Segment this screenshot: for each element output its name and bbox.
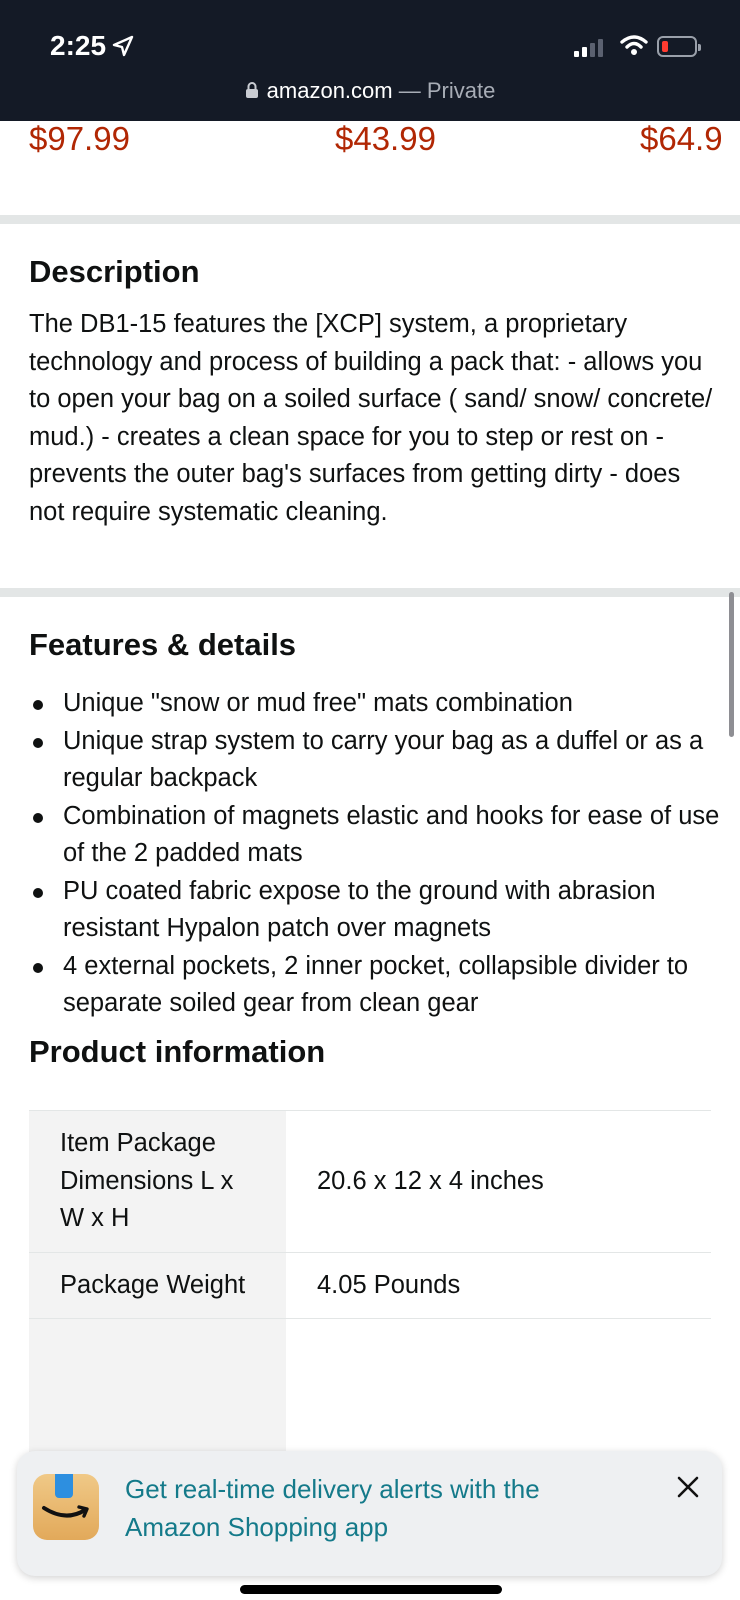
feature-item: Unique "snow or mud free" mats combination	[29, 685, 729, 723]
location-arrow-icon	[112, 35, 134, 57]
description-heading: Description	[29, 254, 200, 289]
url-separator: —	[392, 78, 427, 103]
row-value: 4.05 Pounds	[286, 1252, 711, 1319]
row-label: Item Package Dimensions L x W x H	[29, 1111, 286, 1253]
price-1[interactable]: $97.99	[29, 120, 130, 157]
section-divider	[0, 215, 740, 224]
lock-icon	[245, 81, 259, 99]
row-value: 20.6 x 12 x 4 inches	[286, 1111, 711, 1253]
row-label: Package Weight	[29, 1252, 286, 1319]
url-domain: amazon.com	[266, 78, 393, 103]
amazon-shopping-app-icon	[33, 1474, 99, 1540]
close-icon[interactable]	[677, 1476, 699, 1498]
browser-top-bar	[0, 0, 740, 121]
table-row	[29, 1252, 711, 1319]
features-heading: Features & details	[29, 627, 297, 662]
private-mode-label: Private	[426, 78, 496, 103]
description-text: The DB1-15 features the [XCP] system, a proprietary technology and process of building a pack that: - allows you to open your bag on a soiled surface ( sand/ snow/ concrete/ mud.) - creates a clean space for you to step or rest on - prevents the outer bag's surfaces from getting dirty - does not require systematic cleaning.	[29, 310, 713, 526]
price-3[interactable]: $64.9	[640, 120, 723, 157]
feature-item: Unique strap system to carry your bag as a duffel or as a regular backpack	[29, 723, 729, 798]
features-list	[29, 685, 729, 1023]
wifi-icon	[620, 34, 648, 56]
feature-item: 4 external pockets, 2 inner pocket, collapsible divider to separate soiled gear from clean gear	[29, 948, 729, 1023]
product-info-heading: Product information	[29, 1034, 326, 1069]
table-row	[29, 1111, 711, 1253]
section-divider	[0, 588, 740, 597]
app-download-banner[interactable]	[17, 1451, 722, 1576]
status-time: 2:25	[50, 30, 134, 62]
feature-item: Combination of magnets elastic and hooks for ease of use of the 2 padded mats	[29, 798, 729, 873]
home-indicator[interactable]	[240, 1585, 502, 1594]
price-2[interactable]: $43.99	[335, 120, 436, 157]
battery-low-icon	[657, 36, 697, 57]
feature-item: PU coated fabric expose to the ground with abrasion resistant Hypalon patch over magnets	[29, 873, 729, 948]
scrollbar[interactable]	[729, 592, 734, 737]
cellular-signal-icon	[574, 37, 603, 57]
banner-message[interactable]: Get real-time delivery alerts with the Amazon Shopping app	[125, 1474, 540, 1542]
address-bar[interactable]	[0, 78, 740, 104]
